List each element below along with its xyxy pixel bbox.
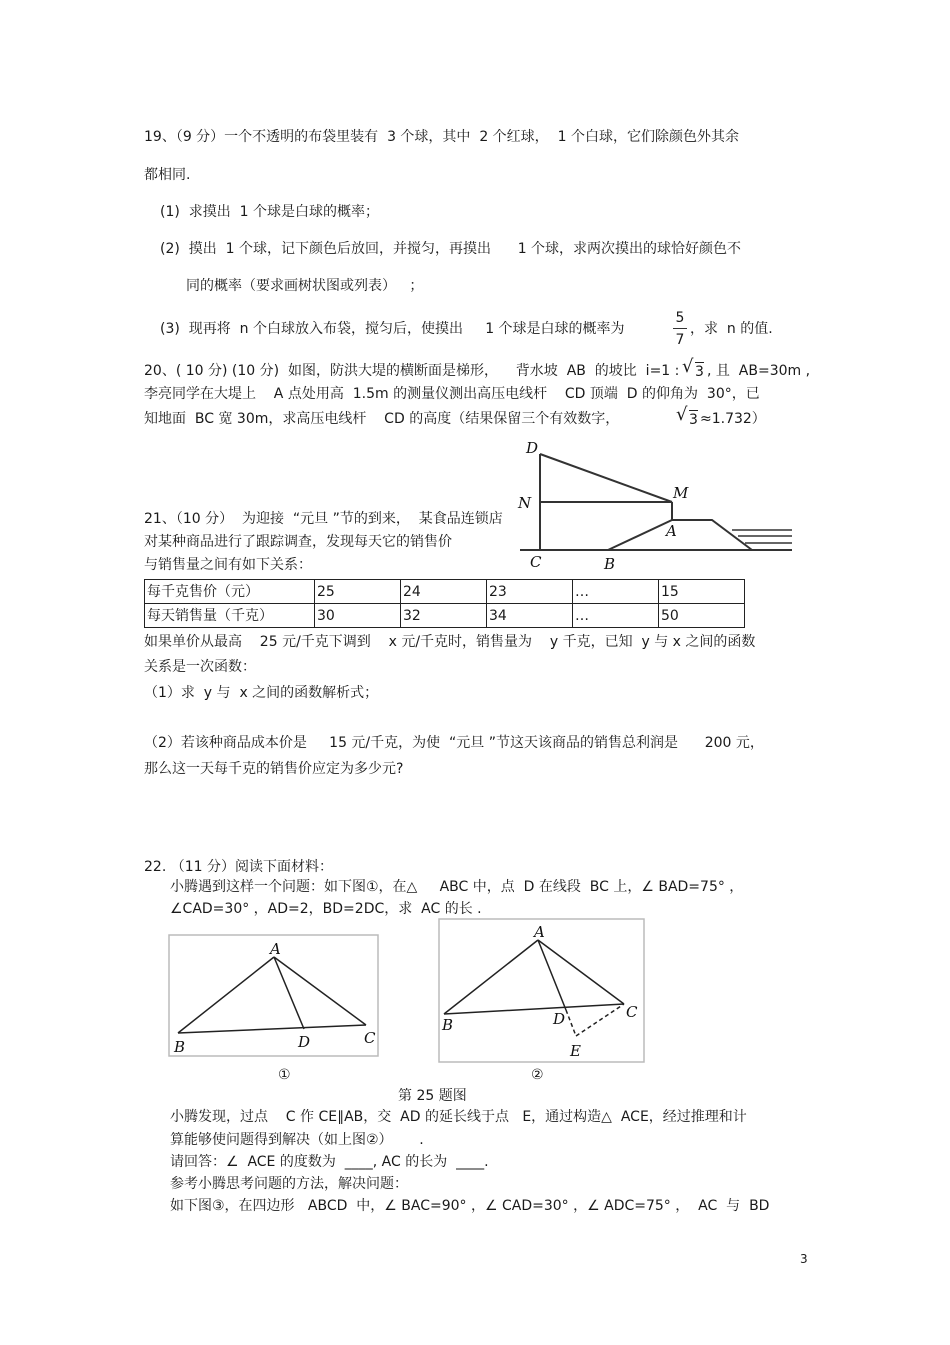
fig2-label-e: E bbox=[570, 1042, 581, 1060]
q20-line2: 李亮同学在大堤上 A 点处用高 1.5m 的测量仪测出高压电线杆 CD 顶端 D 的仰角为 30°，已 bbox=[144, 386, 760, 402]
sqrt-sign-2: √ bbox=[676, 404, 688, 425]
fraction-numerator: 5 bbox=[675, 310, 685, 326]
q20-line3: 知地面 BC 宽 30m，求高压电线杆 CD 的高度（结果保留三个有效数字， bbox=[144, 411, 620, 427]
dam-trapezoid bbox=[608, 520, 752, 550]
triangle-figure-2 bbox=[438, 918, 646, 1064]
q19-line2: 都相同. bbox=[144, 167, 191, 183]
figure-title: 第 25 题图 bbox=[398, 1088, 467, 1104]
page-number: 3 bbox=[800, 1252, 808, 1266]
q19-part3-tail: ，求 n 的值. bbox=[690, 321, 773, 337]
fig2-label-b: B bbox=[442, 1016, 454, 1034]
fig2-caption: ② bbox=[531, 1067, 544, 1083]
q21-sub1: （1）求 y 与 x 之间的函数解析式； bbox=[144, 685, 379, 701]
fig1-label-a: A bbox=[270, 940, 281, 958]
q21-sub2-line2: 那么这一天每千克的销售价应定为多少元? bbox=[144, 761, 404, 777]
line-dm bbox=[540, 454, 672, 502]
triangle-figure-1 bbox=[168, 934, 380, 1058]
q21-sub2-line1: （2）若该种商品成本价是 15 元/千克，为使 “元旦 ”节这天该商品的销售总利润是 200 元， bbox=[144, 735, 764, 751]
q20-line1-tail: , 且 AB=30m , bbox=[707, 363, 811, 379]
fig2-label-c: C bbox=[626, 1003, 638, 1021]
q22-line5: 算能够使问题得到解决（如上图②） . bbox=[170, 1132, 424, 1148]
q19-line1: 19、（9 分）一个不透明的布袋里装有 3 个球，其中 2 个红球， 1 个白球，它们除颜色外其余 bbox=[144, 129, 739, 145]
q19-part1: (1) 求摸出 1 个球是白球的概率； bbox=[160, 204, 379, 220]
q22-line6: 请回答：∠ ACE 的度数为 ____, AC 的长为 ____. bbox=[170, 1154, 489, 1170]
q22-line2: 小腾遇到这样一个问题：如下图①，在△ ABC 中，点 D 在线段 BC 上，∠ BAD=75° ， bbox=[170, 879, 744, 895]
table-cell: 34 bbox=[487, 604, 573, 628]
table-cell: 24 bbox=[401, 580, 487, 604]
label-m: M bbox=[673, 484, 689, 502]
q22-line3: ∠CAD=30° ，AD=2，BD=2DC，求 AC 的长 . bbox=[170, 901, 482, 917]
fig1-label-d: D bbox=[298, 1033, 311, 1051]
q19-part2-line1: (2) 摸出 1 个球，记下颜色后放回，并搅匀，再摸出 1 个球，求两次摸出的球恰好颜色不 bbox=[160, 241, 742, 257]
q21-line2: 对某种商品进行了跟踪调查，发现每天它的销售价 bbox=[144, 534, 452, 550]
table-cell: 30 bbox=[315, 604, 401, 628]
q21-after2: 关系是一次函数： bbox=[144, 659, 256, 675]
fig2-label-d: D bbox=[553, 1010, 566, 1028]
fraction-denominator: 7 bbox=[675, 332, 685, 348]
q20-line3-tail: ≈1.732） bbox=[700, 411, 766, 427]
fig1-caption: ① bbox=[278, 1067, 291, 1083]
q22-line7: 参考小腾思考问题的方法，解决问题： bbox=[170, 1176, 408, 1192]
q22-line8: 如下图③，在四边形 ABCD 中，∠ BAC=90° ，∠ CAD=30° ，∠ ADC=75° ， AC 与 BD bbox=[170, 1198, 770, 1214]
sqrt-sign: √ bbox=[682, 356, 694, 377]
fig2-label-a: A bbox=[534, 923, 545, 941]
label-n: N bbox=[518, 494, 532, 512]
q21-line1: 21、（10 分） 为迎接 “元旦 ”节的到来， 某食品连锁店 bbox=[144, 511, 503, 527]
label-c: C bbox=[530, 553, 542, 571]
price-sales-table bbox=[144, 579, 745, 628]
table-cell: 23 bbox=[487, 580, 573, 604]
table-row bbox=[145, 580, 745, 604]
table-cell: 每千克售价（元） bbox=[145, 580, 315, 604]
q21-after1: 如果单价从最高 25 元/千克下调到 x 元/千克时，销售量为 y 千克，已知 y 与 x 之间的函数 bbox=[144, 634, 756, 650]
label-b: B bbox=[604, 555, 616, 573]
q20-line1: 20、( 10 分) (10 分) 如图，防洪大堤的横断面是梯形， 背水坡 AB 的坡比 i=1 : bbox=[144, 363, 680, 379]
table-cell: 50 bbox=[659, 604, 745, 628]
table-cell: … bbox=[573, 580, 659, 604]
fig1-label-c: C bbox=[364, 1029, 376, 1047]
table-cell: 15 bbox=[659, 580, 745, 604]
q21-line3: 与销售量之间有如下关系： bbox=[144, 557, 312, 573]
fraction-bar bbox=[673, 328, 687, 329]
table-cell: … bbox=[573, 604, 659, 628]
fig1-label-b: B bbox=[174, 1038, 186, 1056]
dam-figure bbox=[510, 436, 800, 576]
table-cell: 每天销售量（千克） bbox=[145, 604, 315, 628]
q22-line1: 22. （11 分）阅读下面材料： bbox=[144, 859, 333, 875]
label-d: D bbox=[526, 439, 539, 457]
q19-part2-line2: 同的概率（要求画树状图或列表） ； bbox=[186, 278, 424, 294]
sqrt-radicand-2: 3 bbox=[689, 412, 698, 428]
table-cell: 25 bbox=[315, 580, 401, 604]
table-row bbox=[145, 604, 745, 628]
q22-line4: 小腾发现，过点 C 作 CE∥AB，交 AD 的延长线于点 E，通过构造△ ACE，经过推理和计 bbox=[170, 1109, 747, 1125]
sqrt-radicand: 3 bbox=[695, 364, 704, 380]
table-cell: 32 bbox=[401, 604, 487, 628]
q19-part3-text: (3) 现再将 n 个白球放入布袋，搅匀后，使摸出 1 个球是白球的概率为 bbox=[160, 321, 625, 337]
label-a: A bbox=[666, 522, 677, 540]
